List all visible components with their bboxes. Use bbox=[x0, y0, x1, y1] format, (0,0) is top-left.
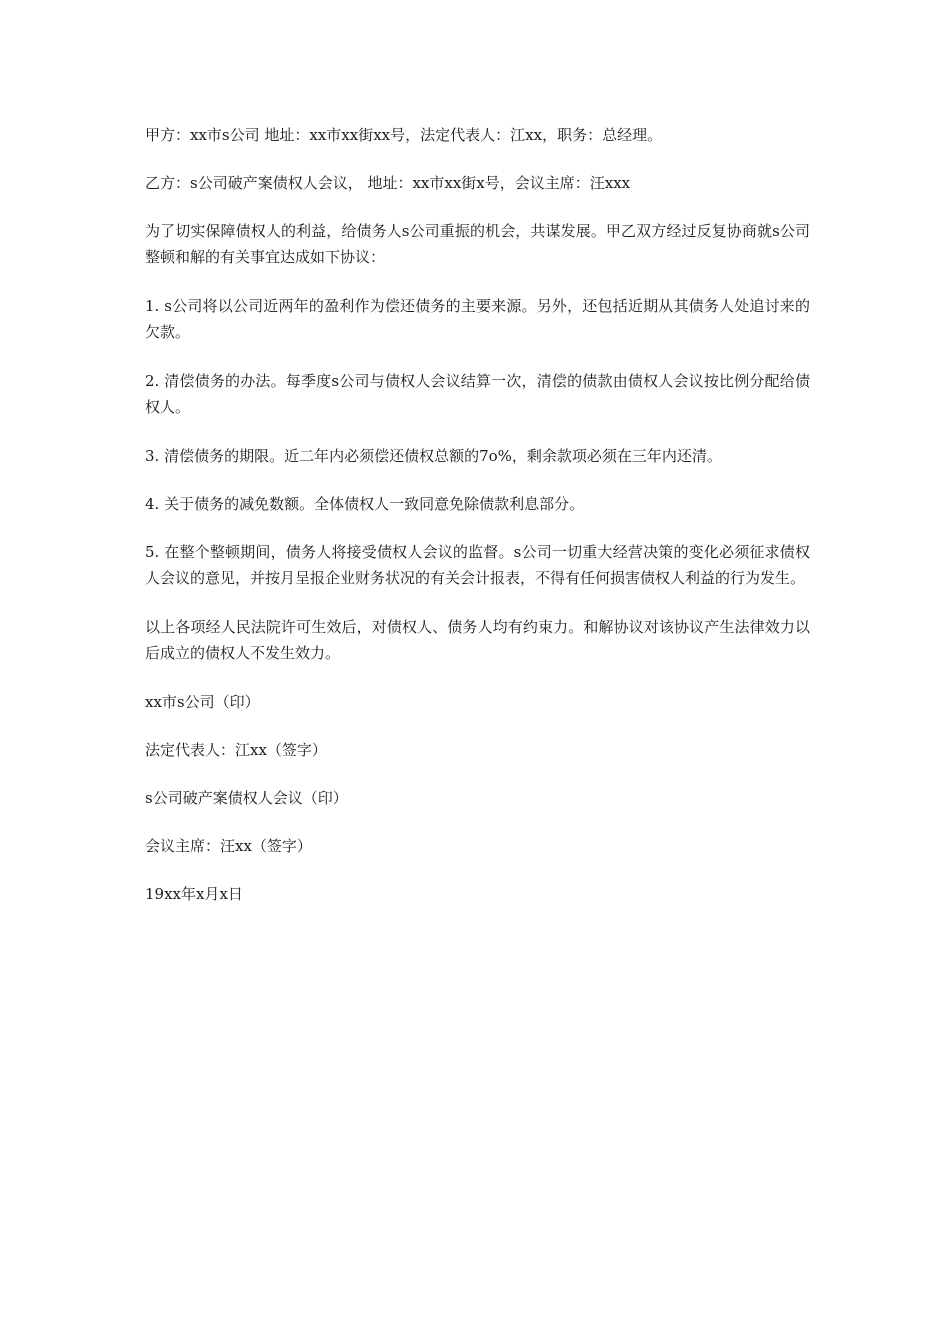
clause-3: 3. 清偿债务的期限。近二年内必须偿还债权总额的7o%，剩余款项必须在三年内还清。 bbox=[145, 447, 722, 465]
closing-paragraph: 以上各项经人民法院许可生效后，对债权人、债务人均有约束力。和解协议对该协议产生法律效力以后成立的债权人不发生效力。 bbox=[145, 618, 810, 662]
clause-1: 1. s公司将以公司近两年的盈利作为偿还债务的主要来源。另外，还包括近期从其债务人处追讨来的欠款。 bbox=[145, 297, 810, 341]
clause-4: 4. 关于债务的减免数额。全体债权人一致同意免除债款利息部分。 bbox=[145, 495, 585, 513]
date-line: 19xx年x月x日 bbox=[145, 885, 243, 903]
preamble-paragraph: 为了切实保障债权人的利益，给债务人s公司重振的机会，共谋发展。甲乙双方经过反复协商就s公司整顿和解的有关事宜达成如下协议： bbox=[145, 222, 810, 266]
legal-rep-signature-line: 法定代表人：江xx（签字） bbox=[145, 741, 327, 759]
chairman-signature-line: 会议主席：汪xx（签字） bbox=[145, 837, 312, 855]
party-a-line: 甲方：xx市s公司 地址：xx市xx街xx号，法定代表人：江xx，职务：总经理。 bbox=[145, 126, 663, 144]
clause-5: 5. 在整个整顿期间，债务人将接受债权人会议的监督。s公司一切重大经营决策的变化必须征求债权人会议的意见，并按月呈报企业财务状况的有关会计报表，不得有任何损害债权人利益的行为发生。 bbox=[145, 543, 810, 587]
agreement-document bbox=[145, 122, 810, 929]
creditors-meeting-seal-line: s公司破产案债权人会议（印） bbox=[145, 789, 348, 807]
clause-2: 2. 清偿债务的办法。每季度s公司与债权人会议结算一次，清偿的债款由债权人会议按比例分配给债权人。 bbox=[145, 372, 810, 416]
company-seal-line: xx市s公司（印） bbox=[145, 693, 260, 711]
party-b-line: 乙方：s公司破产案债权人会议， 地址：xx市xx街x号，会议主席：汪xxx bbox=[145, 174, 631, 192]
